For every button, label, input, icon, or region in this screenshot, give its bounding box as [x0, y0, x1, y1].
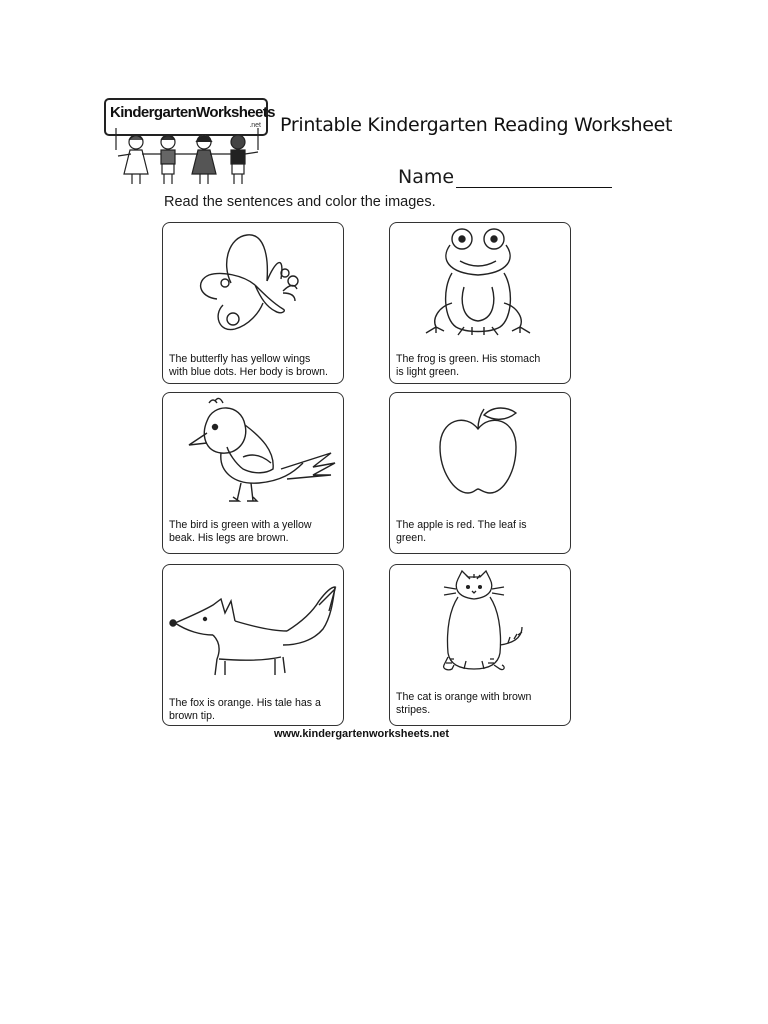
worksheet-title: Printable Kindergarten Reading Worksheet [280, 114, 673, 136]
website-url: www.kindergartenworksheets.net [274, 728, 450, 740]
card-cat-line1: The cat is orange with brown [396, 691, 532, 703]
kids-holding-hands-icon [104, 128, 268, 190]
card-cat-line2: stripes. [396, 704, 431, 716]
card-apple-line1: The apple is red. The leaf is [396, 519, 527, 531]
name-blank-line [456, 169, 612, 188]
card-butterfly [162, 222, 344, 384]
name-field [398, 166, 612, 188]
card-apple-line2: green. [396, 532, 427, 544]
card-butterfly-line2: with blue dots. Her body is brown. [169, 366, 328, 378]
logo-brand-text: KindergartenWorksheets [110, 104, 275, 121]
card-apple [389, 392, 571, 554]
site-logo [104, 98, 275, 190]
card-fox [162, 564, 344, 726]
card-frog-line2: is light green. [396, 366, 460, 378]
card-fox-line1: The fox is orange. His tale has a [169, 697, 321, 709]
name-label: Name [398, 166, 455, 188]
card-cat [389, 564, 571, 726]
card-bird-line1: The bird is green with a yellow [169, 519, 312, 531]
logo-tld-text: .net [249, 122, 261, 129]
card-butterfly-line1: The butterfly has yellow wings [169, 353, 311, 365]
card-frog-line1: The frog is green. His stomach [396, 353, 541, 365]
card-frog [389, 222, 571, 384]
card-bird-line2: beak. His legs are brown. [169, 532, 289, 544]
card-fox-line2: brown tip. [169, 710, 215, 722]
card-bird [162, 392, 344, 554]
instructions-text: Read the sentences and color the images. [164, 194, 436, 210]
